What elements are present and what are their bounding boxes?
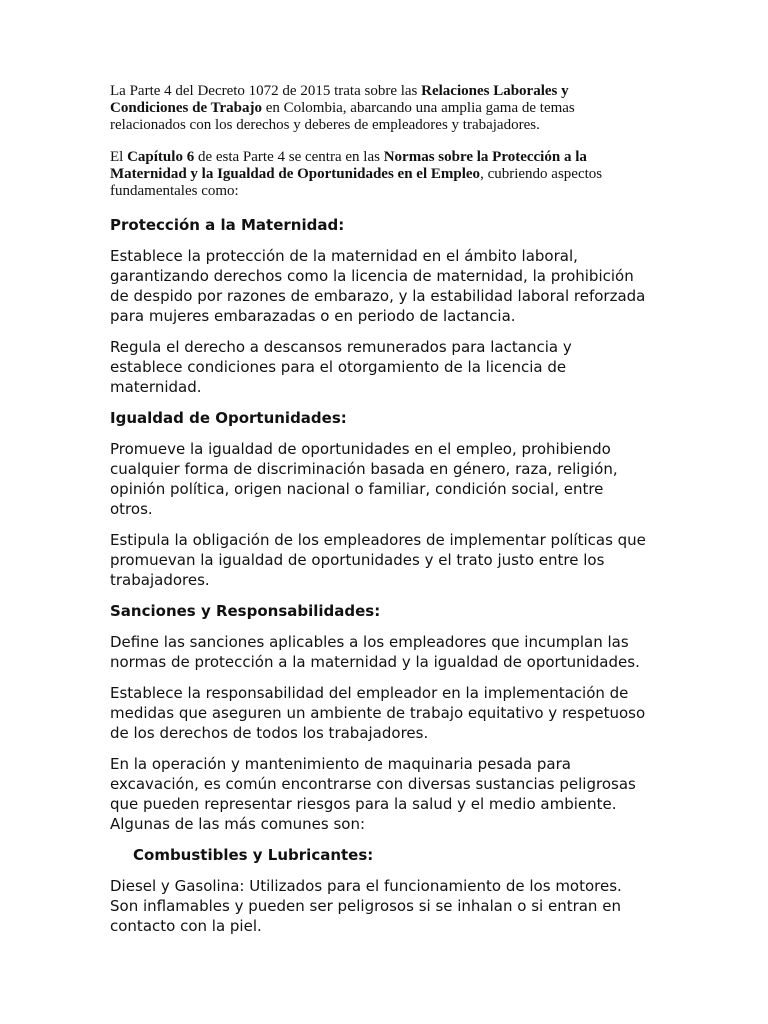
heading-combustibles: Combustibles y Lubricantes: <box>133 846 374 864</box>
chapter-bold-capitulo: Capítulo 6 <box>127 149 195 165</box>
chapter-paragraph <box>110 149 646 200</box>
chapter-text-a: El <box>110 149 128 165</box>
chapter-text-e: , cubriendo aspectos fundamentales como: <box>110 166 603 199</box>
heading-igualdad: Igualdad de Oportunidades: <box>110 409 347 427</box>
intro-paragraph <box>110 83 646 134</box>
heading-maternidad: Protección a la Maternidad: <box>110 216 345 234</box>
sanciones-paragraph-1: Define las sanciones aplicables a los empleadores que incumplan las normas de protección a la maternidad y la igualdad de oportunidades. <box>110 633 640 671</box>
intro-bold-relaciones: Relaciones Laborales y Condiciones de Trabajo <box>110 83 569 116</box>
combustibles-paragraph-1: Diesel y Gasolina: Utilizados para el funcionamiento de los motores. Son inflamables y pueden ser peligrosos si se inhalan o si entran en contacto con la piel. <box>110 877 622 935</box>
chapter-bold-normas: Normas sobre la Protección a la Maternidad y la Igualdad de Oportunidades en el Empleo <box>110 149 587 182</box>
maternidad-paragraph-2: Regula el derecho a descansos remunerados para lactancia y establece condiciones para el otorgamiento de la licencia de maternidad. <box>110 338 572 396</box>
maternidad-paragraph-1: Establece la protección de la maternidad en el ámbito laboral, garantizando derechos como la licencia de maternidad, la prohibición de despido por razones de embarazo, y la estabilidad laboral reforzada para mujeres embarazadas o en periodo de lactancia. <box>110 247 646 325</box>
igualdad-paragraph-2: Estipula la obligación de los empleadores de implementar políticas que promuevan la igualdad de oportunidades y el trato justo entre los trabajadores. <box>110 531 646 589</box>
heading-sanciones: Sanciones y Responsabilidades: <box>110 602 381 620</box>
igualdad-paragraph-1: Promueve la igualdad de oportunidades en el empleo, prohibiendo cualquier forma de discriminación basada en género, raza, religión, opinión política, origen nacional o familiar, condición social, entre otros. <box>110 440 618 518</box>
document-body <box>110 83 646 947</box>
maquinaria-paragraph: En la operación y mantenimiento de maquinaria pesada para excavación, es común encontrarse con diversas sustancias peligrosas que pueden representar riesgos para la salud y el medio ambiente. Algunas de las más comunes son: <box>110 755 636 833</box>
intro-text-a: La Parte 4 del Decreto 1072 de 2015 trata sobre las <box>110 83 422 99</box>
sanciones-paragraph-2: Establece la responsabilidad del empleador en la implementación de medidas que aseguren un ambiente de trabajo equitativo y respetuoso de los derechos de todos los trabajadores. <box>110 684 646 742</box>
intro-text-c: en Colombia, abarcando una amplia gama de temas relacionados con los derechos y deberes de empleadores y trabajadores. <box>110 100 575 133</box>
chapter-text-c: de esta Parte 4 se centra en las <box>194 149 384 165</box>
